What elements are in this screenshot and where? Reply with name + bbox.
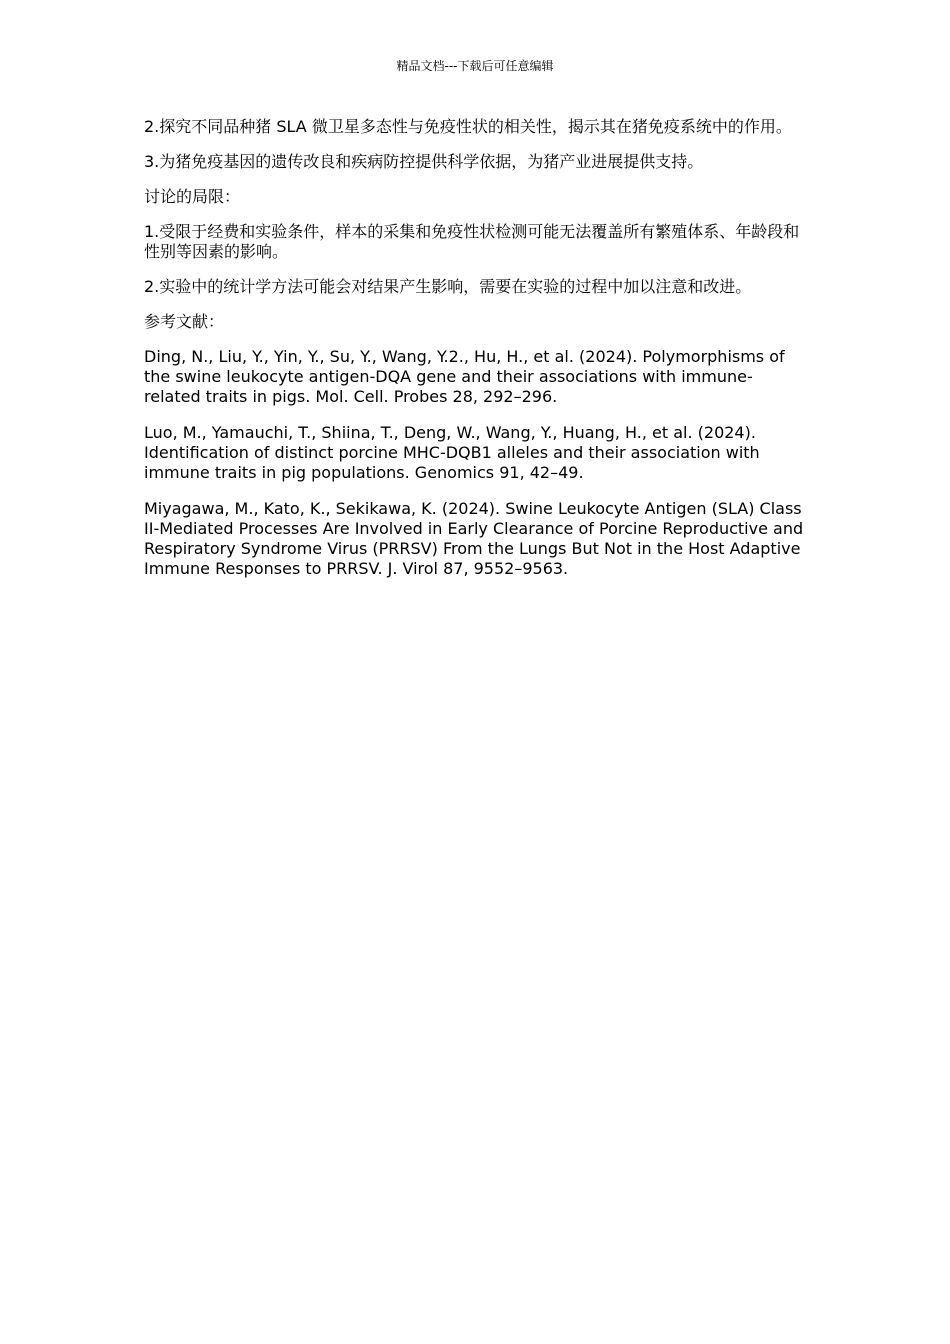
objective-3-paragraph: 3.为猪免疫基因的遗传改良和疾病防控提供科学依据，为猪产业进展提供支持。	[144, 152, 704, 171]
references-heading: 参考文献：	[144, 312, 225, 331]
document-body	[144, 117, 808, 595]
limitation-1-paragraph: 1.受限于经费和实验条件，样本的采集和免疫性状检测可能无法覆盖所有繁殖体系、年龄段和性别等因素的影响。	[144, 222, 800, 261]
reference-item: Ding, N., Liu, Y., Yin, Y., Su, Y., Wang, Y.2., Hu, H., et al. (2024). Polymorphisms of the swine leukocyte antigen-DQA gene and their associations with immune-related traits in pigs. Mol. Cell. Probes 28, 292–296.	[144, 347, 785, 406]
objective-2-paragraph: 2.探究不同品种猪 SLA 微卫星多态性与免疫性状的相关性，揭示其在猪免疫系统中的作用。	[144, 117, 792, 136]
limitations-heading: 讨论的局限：	[144, 187, 241, 206]
limitation-2-paragraph: 2.实验中的统计学方法可能会对结果产生影响，需要在实验的过程中加以注意和改进。	[144, 277, 752, 296]
reference-item: Luo, M., Yamauchi, T., Shiina, T., Deng, W., Wang, Y., Huang, H., et al. (2024). Identification of distinct porcine MHC-DQB1 alleles and their association with immune traits in pig populations. Genomics 91, 42–49.	[144, 423, 760, 482]
page-header: 精品文档---下载后可任意编辑	[396, 59, 554, 73]
reference-item: Miyagawa, M., Kato, K., Sekikawa, K. (2024). Swine Leukocyte Antigen (SLA) Class II-Mediated Processes Are Involved in Early Clearance of Porcine Reproductive and Respiratory Syndrome Virus (PRRSV) From the Lungs But Not in the Host Adaptive Immune Responses to PRRSV. J. Virol 87, 9552–9563.	[144, 499, 804, 578]
